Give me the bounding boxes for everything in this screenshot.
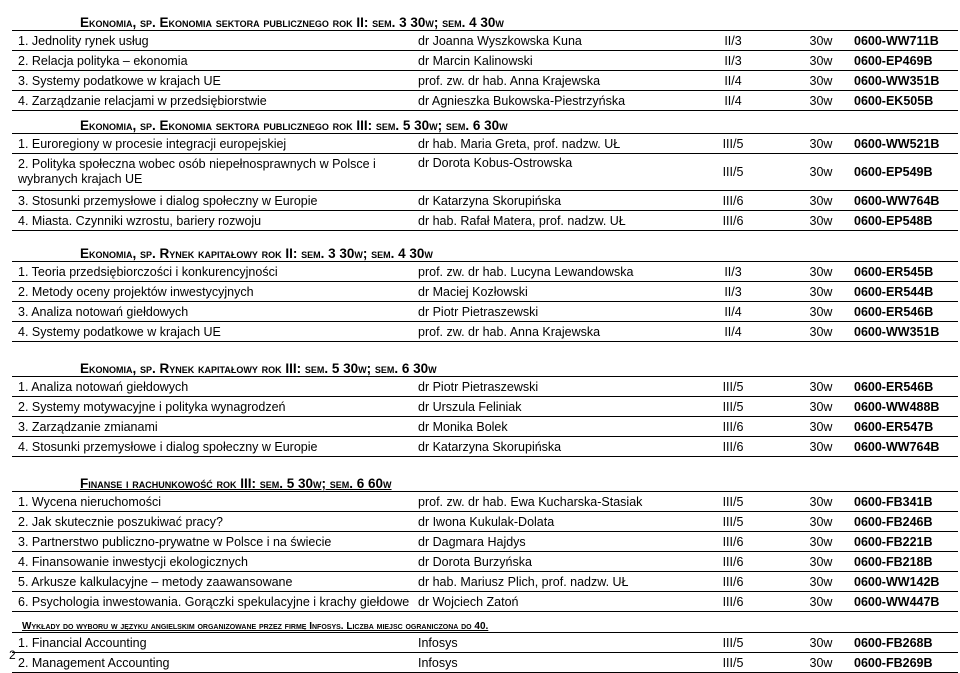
course-semester: III/6 bbox=[672, 572, 792, 592]
course-title: 1. Jednolity rynek usług bbox=[12, 31, 412, 51]
course-title: 2. Jak skutecznie poszukiwać pracy? bbox=[12, 512, 412, 532]
course-title: 4. Systemy podatkowe w krajach UE bbox=[12, 322, 412, 342]
course-code: 0600-FB341B bbox=[848, 492, 958, 512]
course-hours: 30w bbox=[792, 71, 848, 91]
course-semester: III/5 bbox=[672, 492, 792, 512]
course-hours: 30w bbox=[792, 532, 848, 552]
course-row bbox=[12, 71, 958, 91]
course-semester: II/3 bbox=[672, 51, 792, 71]
course-lecturer: dr hab. Mariusz Plich, prof. nadzw. UŁ bbox=[412, 572, 672, 592]
section-heading-text: Finanse i rachunkowość rok III: sem. 5 30w; sem. 6 60w bbox=[80, 476, 392, 491]
course-title: 3. Analiza notowań giełdowych bbox=[12, 302, 412, 322]
course-title: 1. Financial Accounting bbox=[12, 633, 412, 653]
english-lectures-note-text: Wykłady do wyboru w języku angielskim organizowane przez firmę Infosys. Liczba miejsc ograniczona do 40. bbox=[22, 621, 489, 632]
course-code: 0600-EP549B bbox=[848, 154, 958, 191]
course-lecturer: Infosys bbox=[412, 633, 672, 653]
course-row bbox=[12, 31, 958, 51]
course-code: 0600-ER547B bbox=[848, 417, 958, 437]
course-row bbox=[12, 191, 958, 211]
course-code: 0600-WW488B bbox=[848, 397, 958, 417]
course-lecturer: dr Marcin Kalinowski bbox=[412, 51, 672, 71]
course-code: 0600-EP469B bbox=[848, 51, 958, 71]
course-hours: 30w bbox=[792, 302, 848, 322]
course-row bbox=[12, 302, 958, 322]
course-code: 0600-FB269B bbox=[848, 653, 958, 673]
course-table bbox=[12, 491, 958, 612]
course-lecturer: prof. zw. dr hab. Lucyna Lewandowska bbox=[412, 262, 672, 282]
course-row bbox=[12, 512, 958, 532]
course-lecturer: dr Joanna Wyszkowska Kuna bbox=[412, 31, 672, 51]
course-hours: 30w bbox=[792, 633, 848, 653]
course-semester: II/3 bbox=[672, 31, 792, 51]
section-heading bbox=[12, 231, 958, 261]
course-title: 2. Polityka społeczna wobec osób niepełnosprawnych w Polsce i wybranych krajach UE bbox=[12, 154, 412, 191]
course-semester: II/4 bbox=[672, 302, 792, 322]
course-code: 0600-WW142B bbox=[848, 572, 958, 592]
course-row bbox=[12, 322, 958, 342]
course-hours: 30w bbox=[792, 31, 848, 51]
course-hours: 30w bbox=[792, 282, 848, 302]
course-code: 0600-WW521B bbox=[848, 134, 958, 154]
course-semester: III/5 bbox=[672, 377, 792, 397]
course-lecturer: dr hab. Rafał Matera, prof. nadzw. UŁ bbox=[412, 211, 672, 231]
course-code: 0600-WW351B bbox=[848, 71, 958, 91]
course-hours: 30w bbox=[792, 397, 848, 417]
course-semester: III/5 bbox=[672, 512, 792, 532]
course-hours: 30w bbox=[792, 592, 848, 612]
course-lecturer: dr Katarzyna Skorupińska bbox=[412, 191, 672, 211]
course-semester: III/6 bbox=[672, 417, 792, 437]
course-row bbox=[12, 51, 958, 71]
english-course-table bbox=[12, 632, 958, 673]
course-title: 6. Psychologia inwestowania. Gorączki spekulacyjne i krachy giełdowe bbox=[12, 592, 412, 612]
course-lecturer: dr Urszula Feliniak bbox=[412, 397, 672, 417]
course-hours: 30w bbox=[792, 262, 848, 282]
course-lecturer: dr Iwona Kukulak-Dolata bbox=[412, 512, 672, 532]
course-semester: III/5 bbox=[672, 134, 792, 154]
course-hours: 30w bbox=[792, 322, 848, 342]
course-row bbox=[12, 154, 958, 191]
course-semester: III/5 bbox=[672, 633, 792, 653]
section-heading-text: Ekonomia, sp. Ekonomia sektora publicznego rok III: sem. 5 30w; sem. 6 30w bbox=[80, 118, 508, 133]
course-semester: III/6 bbox=[672, 592, 792, 612]
course-row bbox=[12, 211, 958, 231]
section-heading bbox=[12, 111, 958, 133]
course-code: 0600-ER545B bbox=[848, 262, 958, 282]
course-row bbox=[12, 572, 958, 592]
course-hours: 30w bbox=[792, 377, 848, 397]
course-semester: II/4 bbox=[672, 322, 792, 342]
course-row bbox=[12, 377, 958, 397]
course-title: 1. Analiza notowań giełdowych bbox=[12, 377, 412, 397]
course-title: 1. Euroregiony w procesie integracji europejskiej bbox=[12, 134, 412, 154]
course-title: 2. Management Accounting bbox=[12, 653, 412, 673]
page-number: 2 bbox=[9, 648, 16, 662]
section-heading-text: Ekonomia, sp. Ekonomia sektora publicznego rok II: sem. 3 30w; sem. 4 30w bbox=[80, 15, 504, 30]
course-code: 0600-WW764B bbox=[848, 437, 958, 457]
course-lecturer: dr Dorota Burzyńska bbox=[412, 552, 672, 572]
course-title: 4. Finansowanie inwestycji ekologicznych bbox=[12, 552, 412, 572]
course-semester: II/3 bbox=[672, 262, 792, 282]
course-code: 0600-FB221B bbox=[848, 532, 958, 552]
course-lecturer: prof. zw. dr hab. Ewa Kucharska-Stasiak bbox=[412, 492, 672, 512]
course-table bbox=[12, 376, 958, 457]
course-row bbox=[12, 282, 958, 302]
course-row bbox=[12, 397, 958, 417]
course-lecturer: dr Maciej Kozłowski bbox=[412, 282, 672, 302]
course-title: 4. Stosunki przemysłowe i dialog społeczny w Europie bbox=[12, 437, 412, 457]
course-semester: II/4 bbox=[672, 91, 792, 111]
course-code: 0600-WW447B bbox=[848, 592, 958, 612]
course-code: 0600-FB246B bbox=[848, 512, 958, 532]
course-title: 5. Arkusze kalkulacyjne – metody zaawansowane bbox=[12, 572, 412, 592]
course-title: 2. Metody oceny projektów inwestycyjnych bbox=[12, 282, 412, 302]
course-hours: 30w bbox=[792, 211, 848, 231]
course-hours: 30w bbox=[792, 134, 848, 154]
course-hours: 30w bbox=[792, 417, 848, 437]
course-lecturer: dr Katarzyna Skorupińska bbox=[412, 437, 672, 457]
course-lecturer: dr hab. Maria Greta, prof. nadzw. UŁ bbox=[412, 134, 672, 154]
course-hours: 30w bbox=[792, 552, 848, 572]
course-semester: II/4 bbox=[672, 71, 792, 91]
course-lecturer: prof. zw. dr hab. Anna Krajewska bbox=[412, 71, 672, 91]
course-code: 0600-FB268B bbox=[848, 633, 958, 653]
course-code: 0600-FB218B bbox=[848, 552, 958, 572]
course-row bbox=[12, 417, 958, 437]
course-hours: 30w bbox=[792, 512, 848, 532]
course-row bbox=[12, 492, 958, 512]
course-hours: 30w bbox=[792, 154, 848, 191]
course-semester: III/5 bbox=[672, 154, 792, 191]
course-title: 2. Systemy motywacyjne i polityka wynagrodzeń bbox=[12, 397, 412, 417]
course-row bbox=[12, 437, 958, 457]
course-row bbox=[12, 552, 958, 572]
course-hours: 30w bbox=[792, 51, 848, 71]
section-heading bbox=[12, 342, 958, 376]
course-lecturer: dr Wojciech Zatoń bbox=[412, 592, 672, 612]
course-code: 0600-WW351B bbox=[848, 322, 958, 342]
course-code: 0600-ER546B bbox=[848, 302, 958, 322]
section-heading-text: Ekonomia, sp. Rynek kapitałowy rok III: sem. 5 30w; sem. 6 30w bbox=[80, 361, 437, 376]
course-semester: III/6 bbox=[672, 532, 792, 552]
course-row bbox=[12, 653, 958, 673]
course-semester: III/6 bbox=[672, 552, 792, 572]
course-table bbox=[12, 261, 958, 342]
course-code: 0600-EP548B bbox=[848, 211, 958, 231]
course-title: 1. Wycena nieruchomości bbox=[12, 492, 412, 512]
course-title: 3. Systemy podatkowe w krajach UE bbox=[12, 71, 412, 91]
course-lecturer: dr Piotr Pietraszewski bbox=[412, 377, 672, 397]
course-row bbox=[12, 262, 958, 282]
course-semester: III/5 bbox=[672, 397, 792, 417]
course-title: 4. Zarządzanie relacjami w przedsiębiorstwie bbox=[12, 91, 412, 111]
course-title: 3. Stosunki przemysłowe i dialog społeczny w Europie bbox=[12, 191, 412, 211]
course-lecturer: dr Dorota Kobus-Ostrowska bbox=[412, 154, 672, 191]
course-title: 3. Partnerstwo publiczno-prywatne w Polsce i na świecie bbox=[12, 532, 412, 552]
course-table bbox=[12, 133, 958, 231]
course-lecturer: Infosys bbox=[412, 653, 672, 673]
course-code: 0600-WW711B bbox=[848, 31, 958, 51]
section-heading bbox=[12, 4, 958, 30]
english-lectures-note bbox=[12, 612, 958, 632]
course-semester: II/3 bbox=[672, 282, 792, 302]
course-lecturer: dr Piotr Pietraszewski bbox=[412, 302, 672, 322]
course-row bbox=[12, 633, 958, 653]
course-code: 0600-ER544B bbox=[848, 282, 958, 302]
course-row bbox=[12, 532, 958, 552]
course-hours: 30w bbox=[792, 91, 848, 111]
course-lecturer: prof. zw. dr hab. Anna Krajewska bbox=[412, 322, 672, 342]
course-code: 0600-ER546B bbox=[848, 377, 958, 397]
course-row bbox=[12, 91, 958, 111]
course-row bbox=[12, 592, 958, 612]
course-hours: 30w bbox=[792, 437, 848, 457]
course-hours: 30w bbox=[792, 492, 848, 512]
course-lecturer: dr Monika Bolek bbox=[412, 417, 672, 437]
course-hours: 30w bbox=[792, 572, 848, 592]
course-lecturer: dr Agnieszka Bukowska-Piestrzyńska bbox=[412, 91, 672, 111]
course-title: 4. Miasta. Czynniki wzrostu, bariery rozwoju bbox=[12, 211, 412, 231]
course-semester: III/6 bbox=[672, 191, 792, 211]
course-table bbox=[12, 30, 958, 111]
course-hours: 30w bbox=[792, 191, 848, 211]
course-title: 3. Zarządzanie zmianami bbox=[12, 417, 412, 437]
course-code: 0600-EK505B bbox=[848, 91, 958, 111]
course-list-document bbox=[12, 4, 958, 673]
course-code: 0600-WW764B bbox=[848, 191, 958, 211]
course-title: 1. Teoria przedsiębiorczości i konkurencyjności bbox=[12, 262, 412, 282]
course-semester: III/5 bbox=[672, 653, 792, 673]
course-hours: 30w bbox=[792, 653, 848, 673]
course-lecturer: dr Dagmara Hajdys bbox=[412, 532, 672, 552]
section-heading-text: Ekonomia, sp. Rynek kapitałowy rok II: sem. 3 30w; sem. 4 30w bbox=[80, 246, 433, 261]
course-title: 2. Relacja polityka – ekonomia bbox=[12, 51, 412, 71]
course-semester: III/6 bbox=[672, 437, 792, 457]
course-semester: III/6 bbox=[672, 211, 792, 231]
course-row bbox=[12, 134, 958, 154]
section-heading bbox=[12, 457, 958, 491]
